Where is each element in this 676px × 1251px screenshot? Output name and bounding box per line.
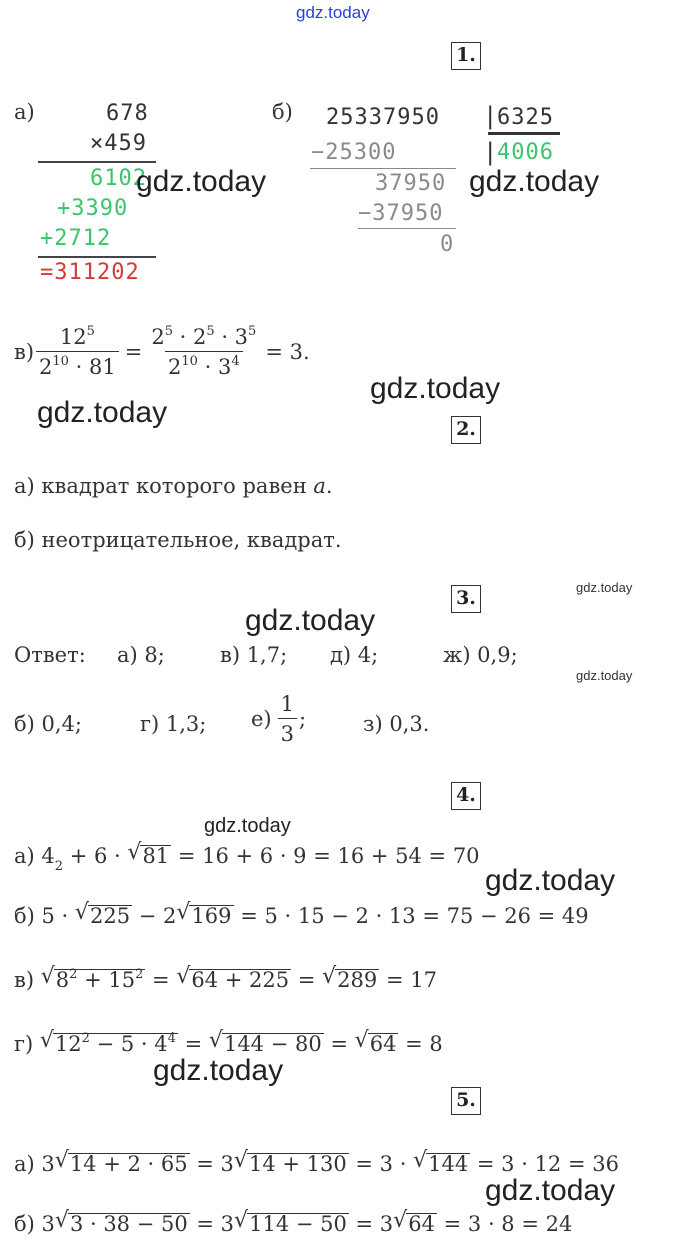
sqrt: √ 14 + 2 · 65 [54, 1148, 188, 1176]
task-4v [14, 966, 437, 991]
equals: = 3 · [348, 1152, 414, 1176]
task-2a-text: а) квадрат которого равен [14, 474, 314, 498]
label: в) [14, 968, 41, 992]
den-tail: · 81 [68, 355, 116, 379]
sqrt: √ 14 + 130 [233, 1148, 347, 1176]
term: + 15 [77, 968, 136, 992]
watermark-small: gdz.today [576, 580, 633, 595]
answer-z: з) 0,3. [363, 712, 430, 736]
term: б) 5 · [14, 904, 75, 928]
equals: = [177, 1032, 209, 1056]
radicand: 169 [191, 904, 232, 928]
task-5b [14, 1210, 572, 1235]
term: − 5 · 4 [89, 1032, 168, 1056]
answer-g: г) 1,3; [140, 712, 207, 736]
exp: 4 [167, 1030, 176, 1046]
division-line-1 [310, 168, 456, 169]
den-base: 2 [39, 355, 53, 379]
equals: = 3 [189, 1152, 234, 1176]
partial-product-2: +3390 [57, 196, 129, 221]
sum-line [38, 256, 156, 258]
equals: = [291, 968, 323, 992]
term: 2 [168, 355, 182, 379]
sqrt: √ 64 [393, 1208, 435, 1236]
radicand: 3 · 38 − 50 [69, 1212, 188, 1236]
term: 12 [54, 1032, 82, 1056]
term: − 2 [132, 904, 177, 928]
exp: 5 [248, 323, 257, 339]
radicand: 289 [337, 968, 378, 992]
result: = 16 + 6 · 9 = 16 + 54 = 70 [171, 844, 480, 868]
equals: = [145, 968, 177, 992]
watermark-small: gdz.today [576, 668, 633, 683]
subtrahend-1: −25300 [311, 140, 397, 165]
subtrahend-2: −37950 [358, 201, 444, 226]
term: · 3 [214, 325, 249, 349]
term: 2 [151, 325, 165, 349]
watermark: gdz.today [245, 604, 376, 637]
partial-product-1: 6102 [90, 166, 147, 191]
answer-zh: ж) 0,9; [443, 643, 518, 667]
partial-product-3: +2712 [40, 226, 112, 251]
sqrt: √ 114 − 50 [234, 1208, 347, 1236]
num-exp: 5 [86, 323, 95, 339]
multiplier: ×459 [90, 131, 147, 156]
sqrt: √ 169 [176, 900, 232, 928]
exp: 5 [206, 323, 215, 339]
result: = 3 · 8 = 24 [436, 1212, 573, 1236]
answer-e [251, 692, 306, 746]
sqrt: √ 225 [74, 900, 131, 928]
task-2-number: 2. [451, 416, 481, 444]
dividend: 25337950 [326, 105, 440, 130]
remainder-1: 37950 [375, 171, 447, 196]
equals: = 3 [189, 1212, 235, 1236]
watermark: gdz.today [485, 864, 616, 897]
exp: 5 [164, 323, 173, 339]
watermark: gdz.today [370, 372, 501, 405]
exp: 10 [181, 353, 198, 369]
exp: 2 [135, 966, 144, 982]
answer-e-label: е) [251, 707, 272, 731]
task-2b: б) неотрицательное, квадрат. [14, 528, 342, 552]
term: 8 [55, 968, 70, 992]
task-5a [14, 1150, 619, 1175]
equals: = [323, 1032, 355, 1056]
term: а) 3 [14, 1152, 55, 1176]
radicand [53, 1030, 178, 1056]
radicand: 64 [408, 1212, 435, 1236]
answer-label: Ответ: [14, 643, 86, 667]
numerator: 1 [280, 692, 294, 716]
fraction-left [36, 325, 119, 379]
result: = 8 [398, 1032, 443, 1056]
result: = 3 · 12 = 36 [470, 1152, 619, 1176]
term: · 3 [197, 355, 232, 379]
semicolon: ; [299, 707, 307, 731]
variable-a: a [313, 474, 326, 498]
den-exp: 10 [52, 353, 69, 369]
exp: 2 [69, 966, 78, 982]
num-base: 12 [59, 325, 87, 349]
remainder-final: 0 [440, 232, 455, 257]
result: = 3. [265, 340, 310, 364]
answer-v: в) 1,7; [220, 643, 288, 667]
division-bar-top: | [483, 102, 499, 130]
multiplication-line [38, 161, 156, 163]
task-4b [14, 902, 589, 927]
radicand: 64 [369, 1032, 397, 1056]
task-4-number: 4. [451, 782, 481, 810]
radicand: 81 [142, 844, 170, 868]
task-1a-label: а) [14, 100, 35, 124]
task-5-number: 5. [451, 1087, 481, 1115]
sqrt: √ 144 − 80 [208, 1028, 322, 1056]
radicand: 64 + 225 [191, 968, 290, 992]
sqrt: √ $12^2 - 5 \cdot 4^4$ [39, 1028, 176, 1056]
term: + 6 · [63, 844, 128, 868]
result: = 5 · 15 − 2 · 13 = 75 − 26 = 49 [233, 904, 589, 928]
radicand: 144 [428, 1152, 469, 1176]
radicand: 14 + 2 · 65 [69, 1152, 188, 1176]
task-1-number: 1. [451, 42, 481, 70]
denominator: 3 [278, 718, 297, 746]
watermark: gdz.today [204, 815, 291, 837]
equals-sign: = [124, 340, 143, 364]
fraction-right [148, 325, 259, 379]
sqrt: √ 144 [413, 1148, 469, 1176]
watermark: gdz.today [136, 165, 267, 198]
exp: 2 [81, 1030, 90, 1046]
radicand [54, 966, 146, 992]
term: а) 4 [14, 844, 55, 868]
quotient: 4006 [497, 140, 554, 165]
radicand: 144 − 80 [223, 1032, 322, 1056]
answer-d: д) 4; [330, 643, 379, 667]
watermark: gdz.today [37, 396, 168, 429]
equals: = 3 [348, 1212, 394, 1236]
period: . [325, 474, 333, 498]
sqrt: √ 3 · 38 − 50 [54, 1208, 188, 1236]
multiplication-result: =311202 [40, 260, 140, 285]
watermark: gdz.today [469, 165, 600, 198]
exp: 4 [231, 353, 240, 369]
task-3-number: 3. [451, 585, 481, 613]
result: = 17 [379, 968, 437, 992]
radicand: 225 [89, 904, 131, 928]
fraction-one-third [278, 692, 297, 746]
sqrt: √ 289 [322, 964, 378, 992]
radicand: 114 − 50 [249, 1212, 347, 1236]
task-4a: а) 4 2 + 6 · √ 81 = 16 + 6 · 9 = 16 + 54 = 70 [14, 840, 480, 874]
task-1v-label: в) [14, 340, 35, 364]
task-1v-expression [14, 325, 310, 379]
radicand: 14 + 130 [248, 1152, 347, 1176]
term: б) 3 [14, 1212, 55, 1236]
answer-b: б) 0,4; [14, 712, 82, 736]
task-2a [14, 476, 333, 497]
watermark-top: gdz.today [296, 3, 370, 22]
sqrt: √ 64 + 225 [176, 964, 290, 992]
label: г) [14, 1032, 40, 1056]
term: · 2 [172, 325, 207, 349]
sqrt: √ 81 [127, 840, 170, 868]
divisor: 6325 [497, 105, 554, 130]
sqrt: √ 64 [354, 1028, 397, 1056]
division-line-2 [358, 228, 456, 229]
watermark: gdz.today [153, 1054, 284, 1087]
division-bar-bottom: | [483, 138, 499, 166]
answer-a: а) 8; [117, 643, 165, 667]
divisor-underline [488, 132, 560, 135]
multiplicand: 678 [106, 101, 149, 126]
watermark: gdz.today [485, 1174, 616, 1207]
task-4g [14, 1030, 443, 1055]
sqrt: √ $8^2 + 15^2$ [40, 964, 144, 992]
task-1b-label: б) [272, 100, 293, 124]
